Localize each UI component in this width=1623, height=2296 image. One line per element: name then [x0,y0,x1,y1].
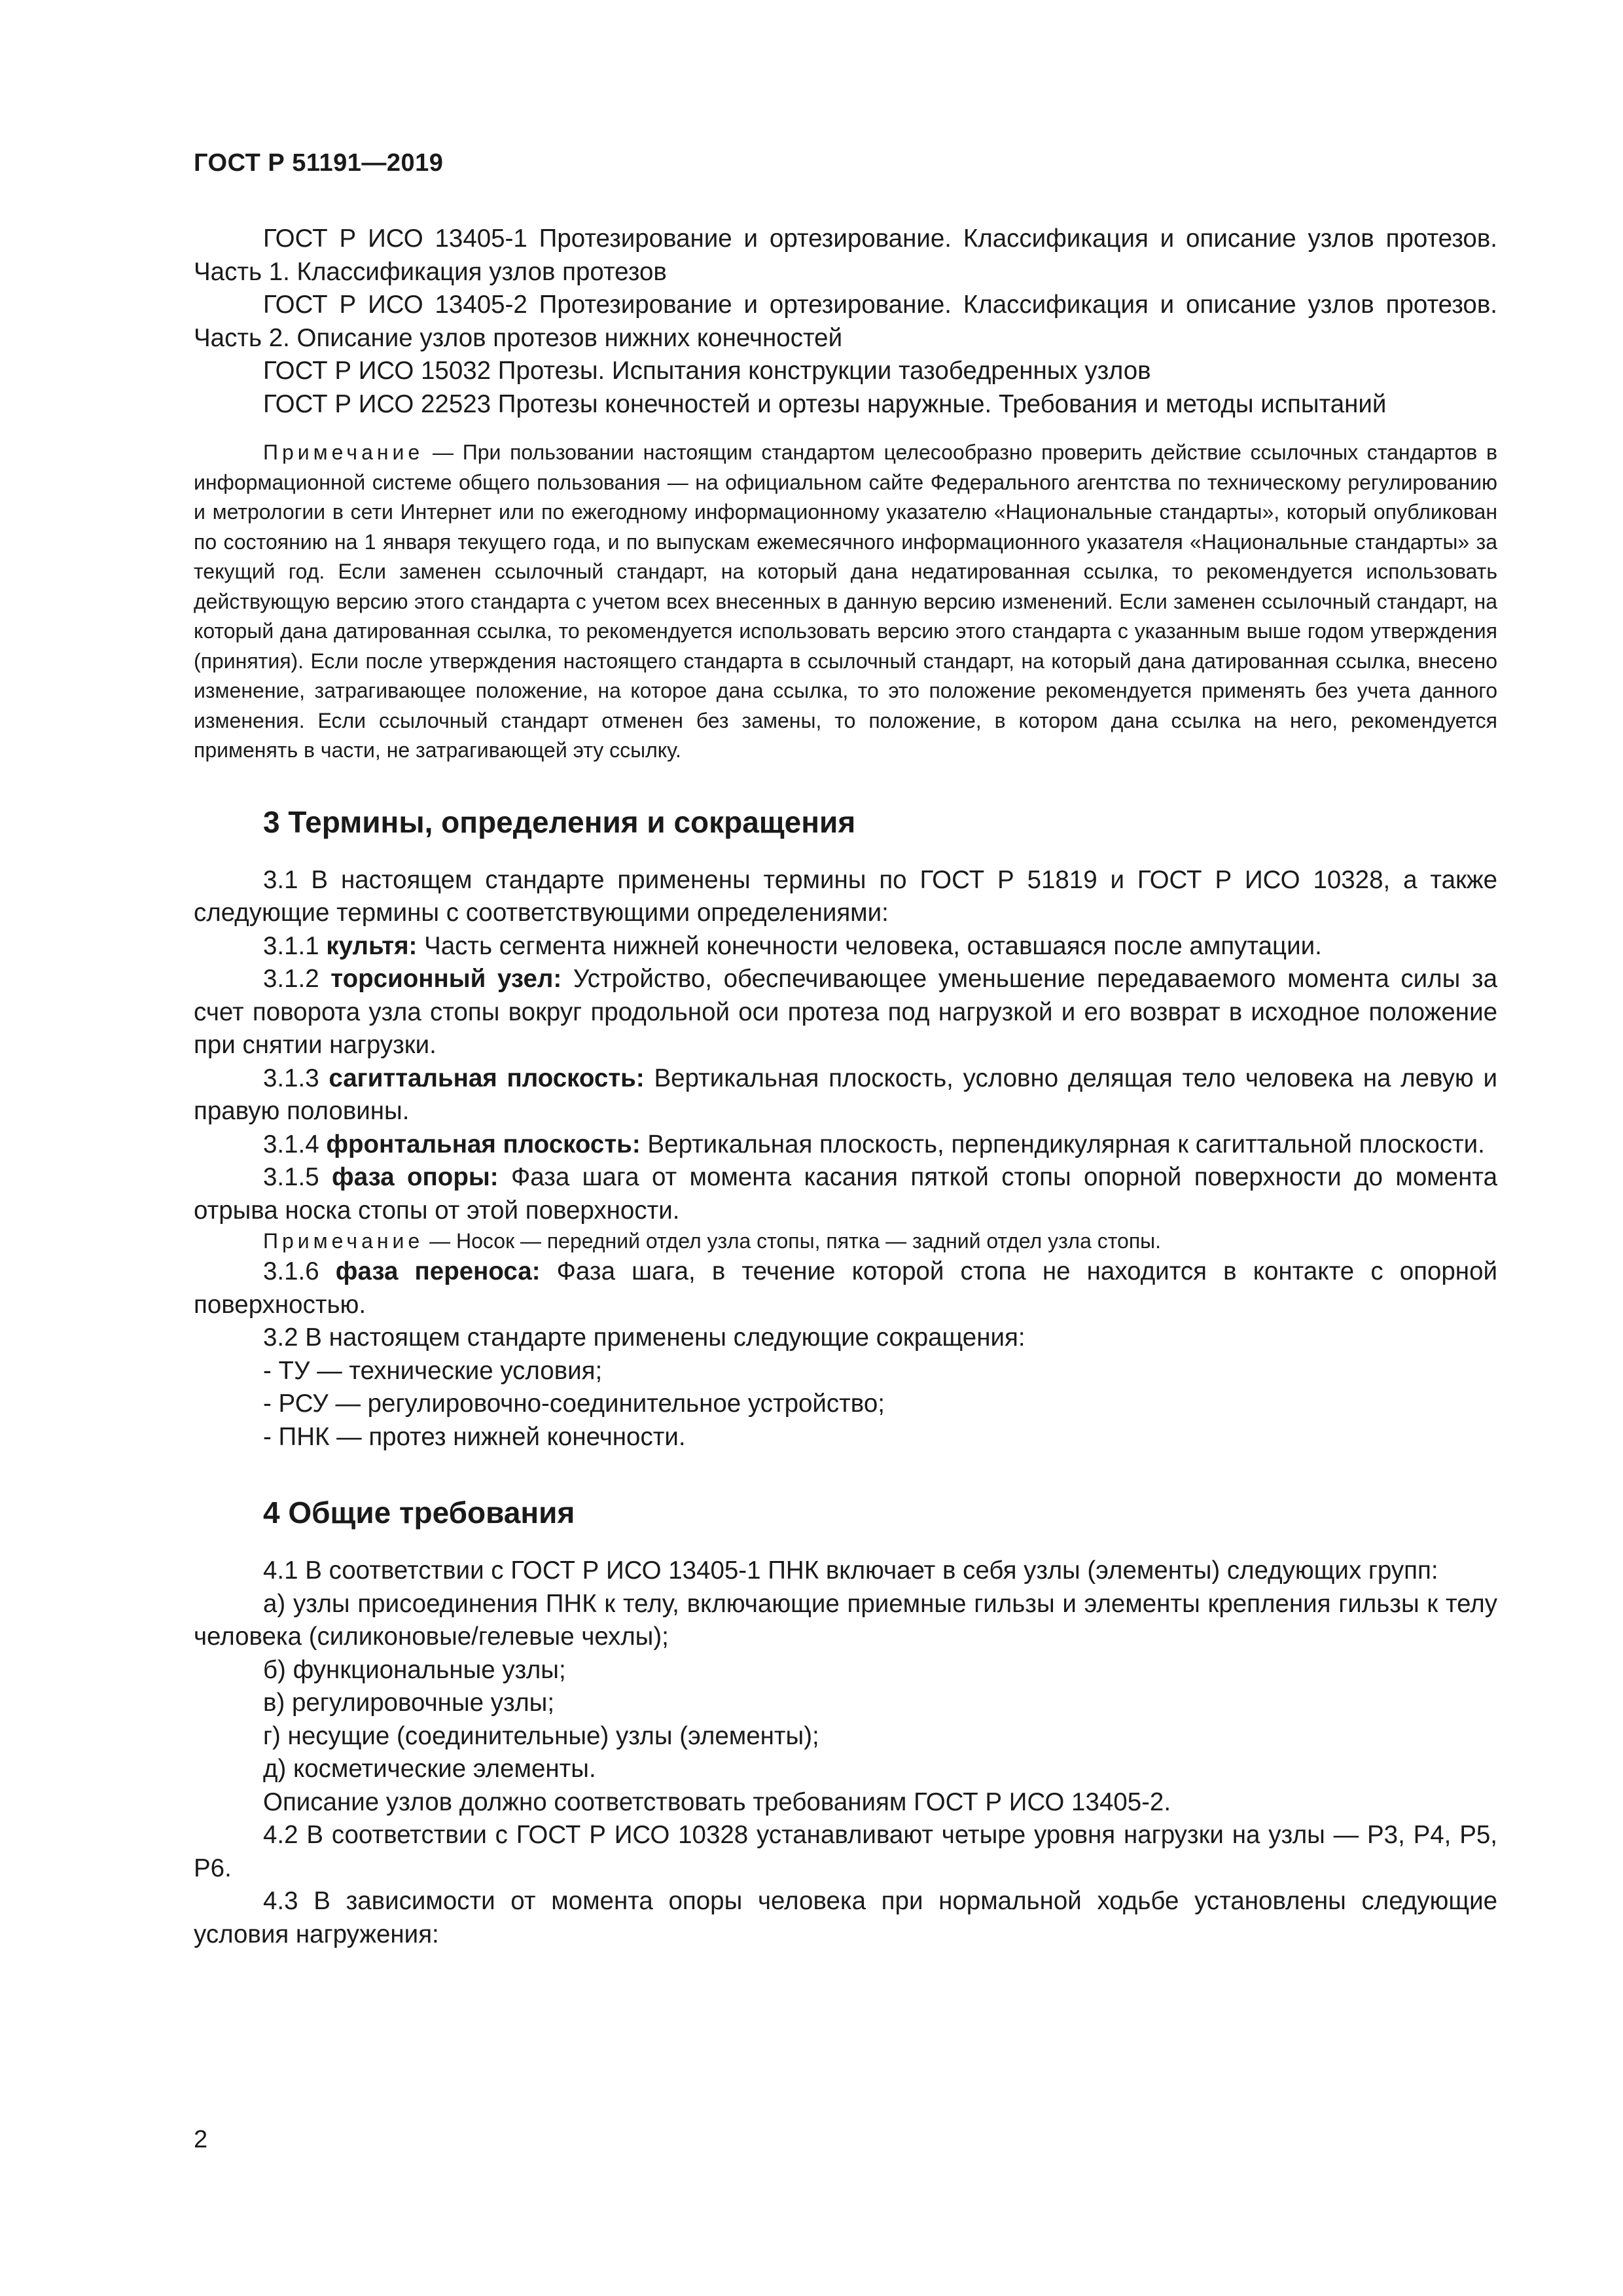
term-definition: Фаза шага, в течение которой стопа не находится в контакте с опорной поверхностью. [194,1257,1497,1319]
term-definition: Вертикальная плоскость, условно делящая тело человека на левую и правую половины. [194,1064,1497,1125]
term-3-1-5 [194,1161,1497,1227]
reference-item: ГОСТ Р ИСО 13405-1 Протезирование и ортезирование. Классификация и описание узлов протезов. Часть 1. Классификация узлов протезов [194,224,1497,286]
term-number: 3.1.3 [263,1064,329,1092]
term-definition: Часть сегмента нижней конечности человека, оставшаяся после ампутации. [417,931,1322,960]
clause-3-1: 3.1 В настоящем стандарте применены термины по ГОСТ Р 51819 и ГОСТ Р ИСО 10328, а также следующие термины с соответствующими определениями: [194,865,1497,927]
abbreviation-item: - ТУ — технические условия; [263,1356,603,1385]
note-text: — При пользовании настоящим стандартом целесообразно проверить действие ссылочных стандартов в информационной системе общего пользования — на официальном сайте Федерального агентства по техническому регулированию и метрологии в сети Интернет или по ежегодному информационному указателю «Национальные стандарты», который опубликован по состоянию на 1 января текущего года, и по выпускам ежемесячного информационного указателя «Национальные стандарты» за текущий год. Если заменен ссылочный стандарт, на который дана недатированная ссылка, то рекомендуется использовать действующую версию этого стандарта с учетом всех внесенных в данную версию изменений. Если заменен ссылочный стандарт, на который дана датированная ссылка, то рекомендуется использовать версию этого стандарта с указанным выше годом утверждения (принятия). Если после утверждения настоящего стандарта в ссылочный стандарт, на который дана датированная ссылка, внесено изменение, затрагивающее положение, на которое дана ссылка, то это положение рекомендуется применять без учета данного изменения. Если ссылочный стандарт отменен без замены, то положение, в котором дана ссылка на него, рекомендуется применять в части, не затрагивающей эту ссылку. [194,440,1497,762]
abbreviation-item: - ПНК — протез нижней конечности. [263,1422,686,1451]
clause-4-1: 4.1 В соответствии с ГОСТ Р ИСО 13405-1 ПНК включает в себя узлы (элементы) следующих групп: [263,1556,1438,1585]
clause-4-2: 4.2 В соответствии с ГОСТ Р ИСО 10328 устанавливают четыре уровня нагрузки на узлы — Р3, Р4, Р5, Р6. [194,1821,1497,1882]
page-content [194,223,1497,1951]
term-number: 3.1.6 [263,1257,336,1285]
note-label: Примечание [263,440,424,464]
term-definition: Фаза шага от момента касания пяткой стопы опорной поверхности до момента отрыва носка стопы от этой поверхности. [194,1163,1497,1225]
abbreviation-item: - РСУ — регулировочно-соединительное устройство; [263,1390,885,1418]
term-number: 3.1.4 [263,1130,327,1158]
term-number: 3.1.1 [263,931,327,960]
term-name: торсионный узел: [330,965,562,993]
page-number: 2 [194,2126,208,2153]
term-number: 3.1.2 [263,965,331,993]
clause-4-1-end: Описание узлов должно соответствовать требованиям ГОСТ Р ИСО 13405-2. [263,1787,1171,1816]
note-label: Примечание [263,1229,424,1253]
term-name: фаза переноса: [335,1257,541,1285]
term-3-1-2 [194,963,1497,1062]
document-code-header: ГОСТ Р 51191—2019 [194,149,444,177]
term-note [194,1227,1497,1255]
reference-item: ГОСТ Р ИСО 15032 Протезы. Испытания конструкции тазобедренных узлов [263,357,1151,385]
list-item: б) функциональные узлы; [263,1655,566,1684]
term-number: 3.1.5 [263,1163,332,1191]
reference-item: ГОСТ Р ИСО 22523 Протезы конечностей и ортезы наружные. Требования и методы испытаний [263,389,1387,418]
term-name: фронтальная плоскость: [326,1130,641,1158]
term-3-1-4 [194,1128,1497,1162]
list-item: г) несущие (соединительные) узлы (элементы); [263,1721,819,1750]
term-3-1-6 [194,1255,1497,1321]
normative-references-list [194,223,1497,421]
note-text: — Носок — передний отдел узла стопы, пятка — задний отдел узла стопы. [423,1229,1162,1253]
term-3-1-3 [194,1062,1497,1128]
term-3-1-1 [194,930,1497,963]
clause-4-3: 4.3 В зависимости от момента опоры человека при нормальной ходьбе установлены следующие условия нагружения: [194,1887,1497,1948]
term-name: фаза опоры: [332,1163,499,1191]
section-3-heading: 3 Термины, определения и сокращения [263,804,856,839]
term-name: сагиттальная плоскость: [329,1064,645,1092]
term-definition: Устройство, обеспечивающее уменьшение передаваемого момента силы за счет поворота узла стопы вокруг продольной оси протеза под нагрузкой и его возврат в исходное положение при снятии нагрузки. [194,965,1497,1059]
list-item: а) узлы присоединения ПНК к телу, включающие приемные гильзы и элементы крепления гильзы к телу человека (силиконовые/гелевые чехлы); [194,1589,1497,1651]
term-definition: Вертикальная плоскость, перпендикулярная к сагиттальной плоскости. [640,1130,1485,1158]
list-item: в) регулировочные узлы; [263,1689,555,1717]
section-4-heading: 4 Общие требования [263,1496,575,1530]
list-item: д) косметические элементы. [263,1755,596,1783]
references-note [194,438,1497,766]
clause-3-2: 3.2 В настоящем стандарте применены следующие сокращения: [263,1323,1026,1352]
term-name: культя: [326,931,418,960]
reference-item: ГОСТ Р ИСО 13405-2 Протезирование и ортезирование. Классификация и описание узлов протезов. Часть 2. Описание узлов протезов нижних конечностей [194,291,1497,352]
